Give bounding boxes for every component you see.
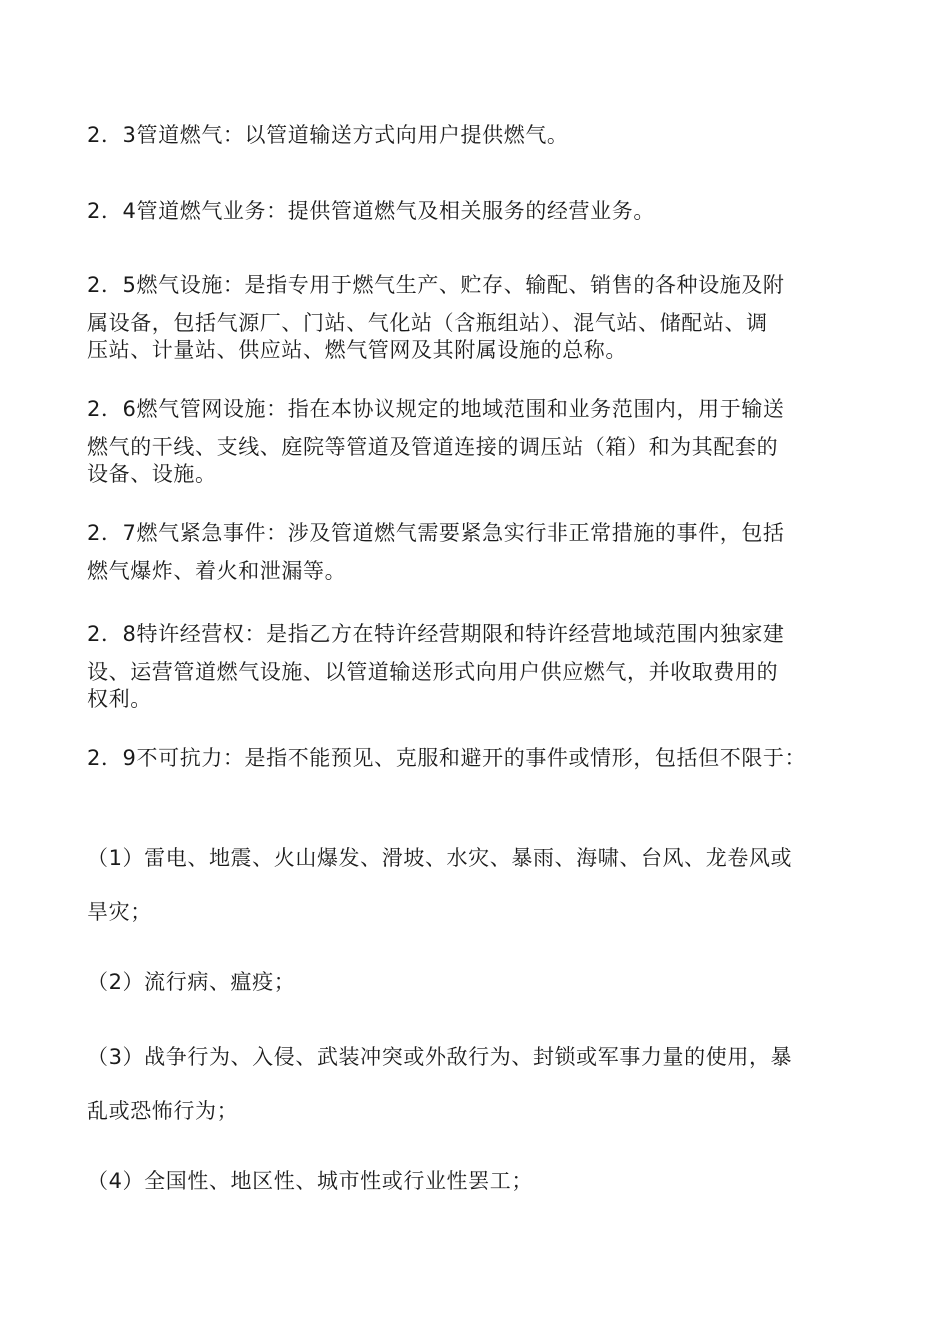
text-line: 2．4管道燃气业务：提供管道燃气及相关服务的经营业务。 xyxy=(87,199,655,223)
text-line: （2）流行病、瘟疫； xyxy=(87,970,296,994)
definition-2-7 xyxy=(87,520,867,585)
force-majeure-item-4 xyxy=(87,1154,867,1208)
definition-2-8 xyxy=(87,621,867,713)
text-line: 设备、设施。 xyxy=(87,462,217,486)
text-line: （4）全国性、地区性、城市性或行业性罢工； xyxy=(87,1169,533,1193)
text-line: 属设备，包括气源厂、门站、气化站（含瓶组站）、混气站、储配站、调 xyxy=(87,311,768,335)
text-line: 2．3管道燃气：以管道输送方式向用户提供燃气。 xyxy=(87,123,569,147)
text-line: 燃气爆炸、着火和泄漏等。 xyxy=(87,559,347,583)
force-majeure-item-1 xyxy=(87,831,867,939)
text-line: 2．8特许经营权：是指乙方在特许经营期限和特许经营地域范围内独家建 xyxy=(87,622,785,646)
text-line: 2．7燃气紧急事件：涉及管道燃气需要紧急实行非正常措施的事件，包括 xyxy=(87,521,785,545)
definition-2-9 xyxy=(87,745,867,772)
text-line: 旱灾； xyxy=(87,900,152,924)
definition-2-6 xyxy=(87,396,867,488)
definition-2-4 xyxy=(87,198,867,225)
text-line: 压站、计量站、供应站、燃气管网及其附属设施的总称。 xyxy=(87,338,627,362)
text-line: （1）雷电、地震、火山爆发、滑坡、水灾、暴雨、海啸、台风、龙卷风或 xyxy=(87,846,793,870)
text-line: （3）战争行为、入侵、武装冲突或外敌行为、封锁或军事力量的使用，暴 xyxy=(87,1045,793,1069)
text-line: 2．5燃气设施：是指专用于燃气生产、贮存、输配、销售的各种设施及附 xyxy=(87,273,785,297)
text-line: 2．9不可抗力：是指不能预见、克服和避开的事件或情形，包括但不限于： xyxy=(87,746,807,770)
force-majeure-item-3 xyxy=(87,1030,867,1138)
definition-2-3 xyxy=(87,122,867,149)
text-line: 燃气的干线、支线、庭院等管道及管道连接的调压站（箱）和为其配套的 xyxy=(87,435,779,459)
text-line: 2．6燃气管网设施：指在本协议规定的地域范围和业务范围内，用于输送 xyxy=(87,397,785,421)
text-line: 权利。 xyxy=(87,687,152,711)
text-line: 设、运营管道燃气设施、以管道输送形式向用户供应燃气，并收取费用的 xyxy=(87,660,779,684)
force-majeure-item-2 xyxy=(87,955,867,1009)
text-line: 乱或恐怖行为； xyxy=(87,1099,239,1123)
definition-2-5 xyxy=(87,272,867,364)
